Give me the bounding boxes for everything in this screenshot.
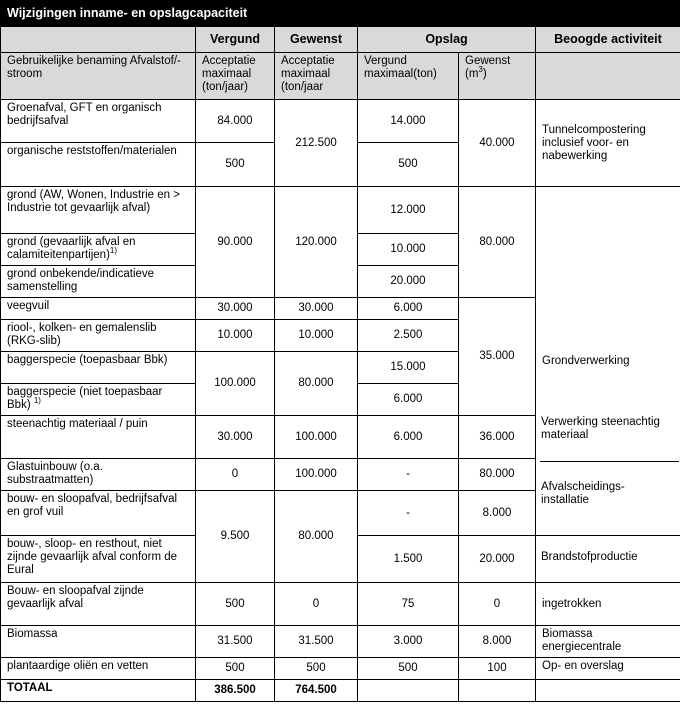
row-label: grond (AW, Wonen, Industrie en > Industrie tot gevaarlijk afval) (1, 187, 196, 234)
row-label: grond (gevaarlijk afval en calamiteitenpartijen)$^{1)}$ (1, 234, 196, 266)
total-gewenst: 764.500 (275, 680, 358, 702)
cell-value: 80.000 (275, 491, 358, 583)
activity-cell: Tunnelcompostering inclusief voor- en nabewerking (536, 100, 680, 187)
cell-value: 6.000 (358, 384, 459, 416)
cell-value: - (358, 491, 459, 536)
cell-value: 10.000 (275, 320, 358, 352)
activity-tunnel-mask (540, 461, 679, 462)
cell-value: 35.000 (459, 298, 536, 416)
cell-value: 500 (196, 658, 275, 680)
subheader-benaming: Gebruikelijke benaming Afvalstof/-stroom (1, 53, 196, 100)
cell-value: 10.000 (196, 320, 275, 352)
cell-value: 30.000 (196, 416, 275, 459)
row-label: bouw-, sloop- en resthout, niet zijnde gevaarlijk afval conform de Eural (1, 536, 196, 583)
table-row (1, 100, 680, 143)
activity-cell: Op- en overslag (536, 658, 680, 680)
header-vergund: Vergund (196, 27, 275, 53)
subheader-acceptatie-vergund: Acceptatie maximaal (ton/jaar) (196, 53, 275, 100)
cell-value: 100.000 (196, 352, 275, 416)
cell-value: 90.000 (196, 187, 275, 298)
cell-value: 15.000 (358, 352, 459, 384)
row-label: Bouw- en sloopafval zijnde gevaarlijk afval (1, 583, 196, 626)
cell-value: 31.500 (275, 626, 358, 658)
row-label: baggerspecie (toepasbaar Bbk) (1, 352, 196, 384)
row-label: Glastuinbouw (o.a. substraatmatten) (1, 459, 196, 491)
table-row-total (1, 680, 680, 702)
table-row (1, 583, 680, 626)
empty-cell (459, 680, 536, 702)
table-row (1, 187, 680, 234)
cell-value: 100 (459, 658, 536, 680)
cell-value: 0 (459, 583, 536, 626)
activity-brandstof-label: Brandstofproductie (541, 551, 676, 564)
cell-value: 12.000 (358, 187, 459, 234)
cell-value: 9.500 (196, 491, 275, 583)
row-label: steenachtig materiaal / puin (1, 416, 196, 459)
cell-value: 0 (275, 583, 358, 626)
cell-value: 500 (196, 143, 275, 187)
cell-value: 100.000 (275, 416, 358, 459)
table-row (1, 658, 680, 680)
total-vergund: 386.500 (196, 680, 275, 702)
cell-value: 30.000 (196, 298, 275, 320)
cell-value: 212.500 (275, 100, 358, 187)
activity-cell: Biomassa energiecentrale (536, 626, 680, 658)
subheader-opslag-vergund: Vergund maximaal(ton) (358, 53, 459, 100)
cell-value: 6.000 (358, 416, 459, 459)
cell-value: 100.000 (275, 459, 358, 491)
cell-value: 3.000 (358, 626, 459, 658)
cell-value: 0 (196, 459, 275, 491)
cell-value: 6.000 (358, 298, 459, 320)
empty-cell (358, 680, 459, 702)
cell-value: 2.500 (358, 320, 459, 352)
table-row (1, 626, 680, 658)
subheader-opslag-gewenst: Gewenst $(m^3)$ (459, 53, 536, 100)
cell-value: 30.000 (275, 298, 358, 320)
subheader-empty (536, 53, 680, 100)
cell-value: 36.000 (459, 416, 536, 459)
cell-value: 84.000 (196, 100, 275, 143)
cell-value: 500 (358, 143, 459, 187)
empty-cell (536, 680, 680, 702)
header-opslag: Opslag (358, 27, 536, 53)
cell-value: 500 (358, 658, 459, 680)
cell-value: 10.000 (358, 234, 459, 266)
row-label: riool-, kolken- en gemalenslib (RKG-slib) (1, 320, 196, 352)
cell-value: 80.000 (459, 459, 536, 491)
row-label: bouw- en sloopafval, bedrijfsafval en grof vuil (1, 491, 196, 536)
total-label: TOTAAL (1, 680, 196, 702)
cell-value: 8.000 (459, 626, 536, 658)
row-label: organische reststoffen/materialen (1, 143, 196, 187)
cell-value: 14.000 (358, 100, 459, 143)
cell-value: 8.000 (459, 491, 536, 536)
activity-afvalscheiding-label: Afvalscheidings-installatie (541, 481, 661, 507)
row-label: baggerspecie (niet toepasbaar Bbk) $^{1)}$ (1, 384, 196, 416)
table-title: Wijzigingen inname- en opslagcapaciteit (1, 1, 680, 27)
cell-value: 80.000 (275, 352, 358, 416)
cell-value: 75 (358, 583, 459, 626)
row-label: plantaardige oliën en vetten (1, 658, 196, 680)
cell-value: 80.000 (459, 187, 536, 298)
row-label: Groenafval, GFT en organisch bedrijfsafval (1, 100, 196, 143)
subheader-acceptatie-gewenst: Acceptatie maximaal (ton/jaar (275, 53, 358, 100)
cell-value: - (358, 459, 459, 491)
header-empty (1, 27, 196, 53)
cell-value: 500 (275, 658, 358, 680)
cell-value: 20.000 (358, 266, 459, 298)
activity-cell: ingetrokken (536, 583, 680, 626)
cell-value: 31.500 (196, 626, 275, 658)
cell-value: 40.000 (459, 100, 536, 187)
row-label: Biomassa (1, 626, 196, 658)
cell-value: 20.000 (459, 536, 536, 583)
cell-value: 1.500 (358, 536, 459, 583)
header-activiteit: Beoogde activiteit (536, 27, 680, 53)
row-label: veegvuil (1, 298, 196, 320)
activity-steen-label: Verwerking steenachtig materiaal (541, 416, 660, 441)
activity-cell: Grondverwerking (536, 187, 680, 536)
cell-value: 120.000 (275, 187, 358, 298)
cell-value: 500 (196, 583, 275, 626)
row-label: grond onbekende/indicatieve samenstelling (1, 266, 196, 298)
header-gewenst: Gewenst (275, 27, 358, 53)
